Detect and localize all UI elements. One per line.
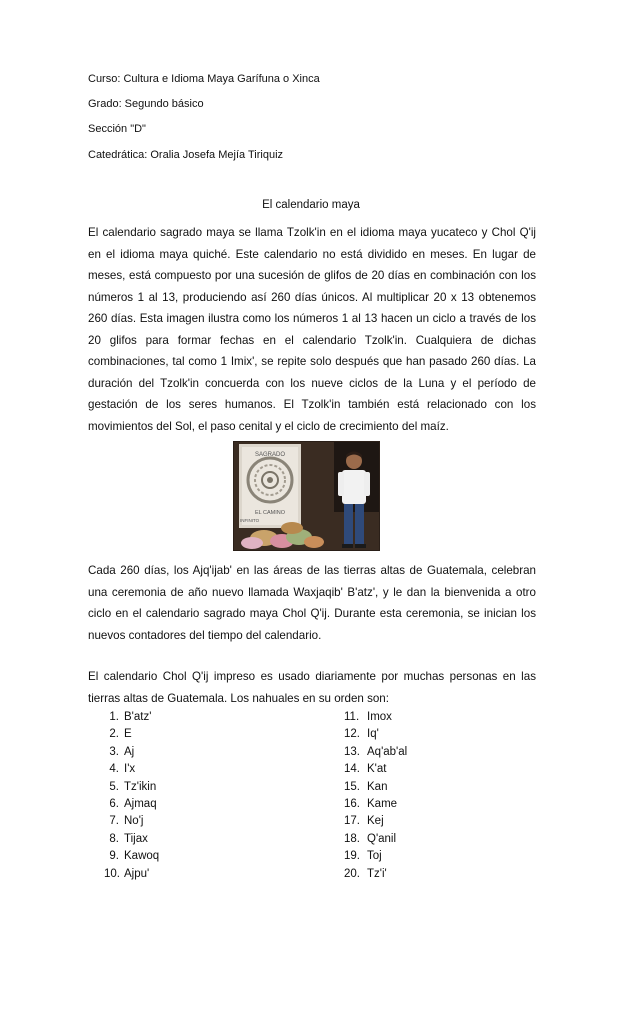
- list-item-name: Kej: [367, 815, 384, 828]
- list-item: [344, 848, 407, 865]
- ceremony-paragraph: Cada 260 días, los Ajq'ijab' en las áreas de las tierras altas de Guatemala, celebran una ceremonia de año nuevo llamada Waxjaqib' B'atz', y le dan la bienvenida a otro ciclo en el calendario sagrado maya Chol Q'ij. Durante esta ceremonia, se inician los nuevos contadores del tiempo del calendario.: [88, 564, 536, 642]
- list-item-number: 4.: [109, 763, 119, 776]
- list-item: [104, 709, 159, 726]
- list-item-name: Iq': [367, 728, 379, 741]
- list-item: [104, 761, 159, 778]
- list-item: [344, 866, 407, 883]
- list-item-number: 11.: [344, 711, 360, 723]
- list-item-name: Kawoq: [124, 850, 160, 863]
- list-item-name: K'at: [367, 763, 387, 776]
- calendar-photo-illustration: [234, 442, 379, 550]
- section-line: Sección "D": [88, 123, 146, 135]
- list-item-name: Aj: [124, 745, 135, 758]
- calendar-photo: [233, 441, 380, 551]
- list-item-name: Kan: [367, 780, 388, 793]
- list-item: [344, 779, 407, 796]
- list-item-number: 13.: [344, 745, 360, 758]
- nahuales-list-first: [104, 709, 159, 883]
- list-item-number: 16.: [344, 798, 360, 811]
- list-item-number: 17.: [344, 815, 360, 828]
- list-item-name: Aq'ab'al: [367, 745, 408, 758]
- list-item-number: 15.: [344, 780, 360, 793]
- photo-sign-bottom: EL CAMINO: [254, 510, 286, 516]
- list-item-number: 7.: [109, 815, 119, 828]
- list-item: [344, 761, 407, 778]
- list-item-name: I'x: [124, 763, 136, 776]
- grade-line: Grado: Segundo básico: [88, 98, 204, 110]
- list-item: [344, 831, 407, 848]
- list-item-number: 19.: [344, 850, 360, 863]
- list-item: [104, 744, 159, 761]
- list-item: [344, 709, 407, 726]
- list-item-name: Tz'i': [367, 867, 387, 880]
- list-item-name: Toj: [367, 850, 382, 863]
- photo-sign-side: INFINITO: [240, 518, 260, 523]
- teacher-line: Catedrática: Oralia Josefa Mejía Tiriquiz: [88, 149, 284, 161]
- list-item-number: 3.: [109, 745, 119, 758]
- list-item-name: Kame: [367, 798, 398, 811]
- list-item: [104, 813, 159, 830]
- list-item: [344, 726, 407, 743]
- course-line: Curso: Cultura e Idioma Maya Garífuna o Xinca: [88, 73, 320, 85]
- list-item-number: 2.: [109, 728, 119, 741]
- list-item: [344, 744, 407, 761]
- list-item-name: Ajpu': [124, 867, 150, 880]
- photo-sign-top: SAGRADO: [254, 452, 286, 458]
- list-item-name: Tz'ikin: [124, 780, 157, 793]
- list-item: [104, 831, 159, 848]
- list-item-number: 9.: [109, 850, 119, 863]
- list-item-number: 1.: [109, 711, 119, 723]
- list-item: [344, 796, 407, 813]
- list-item: [104, 866, 159, 883]
- document-title: El calendario maya: [262, 199, 360, 211]
- intro-paragraph: El calendario sagrado maya se llama Tzolk'in en el idioma maya yucateco y Chol Q'ij en el idioma maya quiché. Este calendario no está dividido en meses. En lugar de meses, está compuesto por una sucesión de glifos de 20 días en combinación con los números 1 al 13, produciendo así 260 días únicos. Al multiplicar 20 x 13 obtenemos 260 días. Esta imagen ilustra como los números 1 al 13 hacen un ciclo a través de los 20 glifos para formar fechas en el calendario Tzolk'in. Cualquiera de dichas combinaciones, tal como 1 Imix', se repite solo después que han pasado 260 días. La duración del Tzolk'in concuerda con los nueve ciclos de la Luna y el período de gestación de los seres humanos. El Tzolk'in también está relacionado con los movimientos del Sol, el paso cenital y el ciclo de crecimiento del maíz.: [88, 226, 536, 433]
- list-item: [104, 796, 159, 813]
- list-item-number: 14.: [344, 763, 360, 776]
- list-item-name: Tijax: [124, 832, 148, 845]
- list-item-number: 5.: [109, 780, 119, 793]
- list-item-name: B'atz': [124, 711, 152, 723]
- list-item-number: 10.: [104, 867, 120, 880]
- list-item-number: 8.: [109, 832, 119, 845]
- list-intro-paragraph: El calendario Chol Q'ij impreso es usado diariamente por muchas personas en las tierras altas de Guatemala. Los nahuales en su orden son:: [88, 670, 536, 705]
- list-item-name: Imox: [367, 711, 392, 723]
- nahuales-list-second: [344, 709, 407, 883]
- list-item: [344, 813, 407, 830]
- list-item-name: No'j: [124, 815, 144, 828]
- list-item: [104, 726, 159, 743]
- list-item-name: Ajmaq: [124, 798, 157, 811]
- list-item-name: E: [124, 728, 132, 741]
- list-item-name: Q'anil: [367, 832, 397, 845]
- list-item: [104, 848, 159, 865]
- list-item-number: 12.: [344, 728, 360, 741]
- list-item-number: 6.: [109, 798, 119, 811]
- list-item-number: 18.: [344, 832, 360, 845]
- list-item: [104, 779, 159, 796]
- list-item-number: 20.: [344, 867, 360, 880]
